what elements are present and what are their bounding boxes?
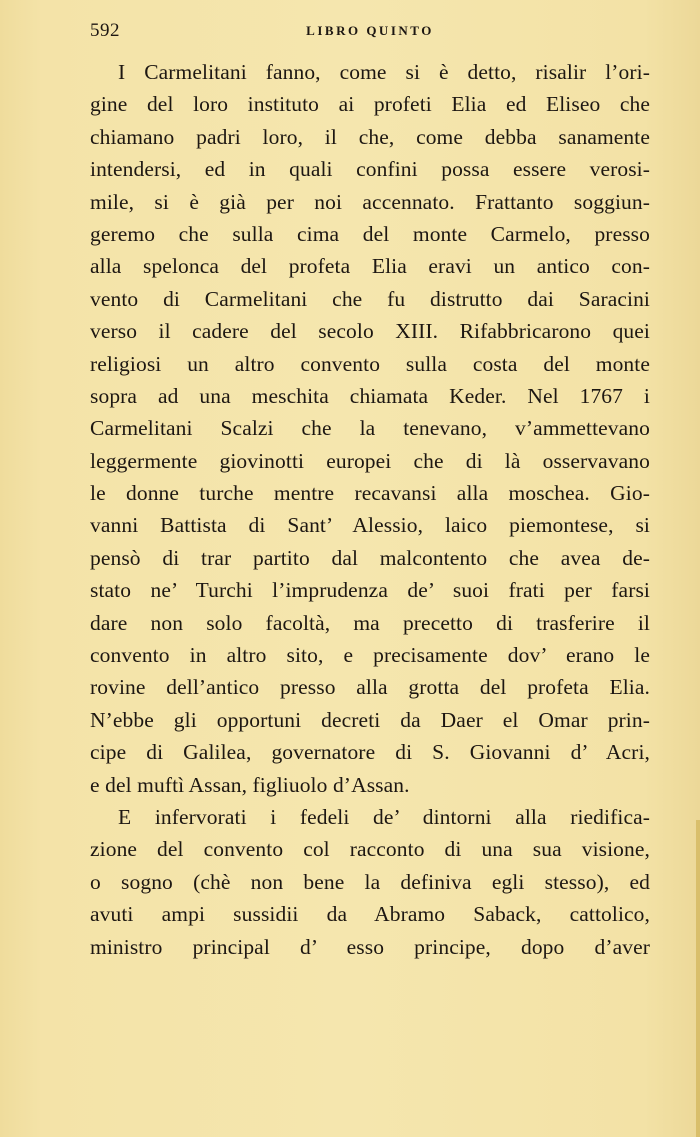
text-line: N’ebbe gli opportuni decreti da Daer el Omar prin- <box>90 707 650 732</box>
text-line: le donne turche mentre recavansi alla moschea. Gio- <box>90 481 650 506</box>
text-line: mile, si è già per noi accennato. Frattanto soggiun- <box>90 189 650 214</box>
text-line: e del muftì Assan, figliuolo d’Assan. <box>90 772 410 797</box>
text-line: gine del loro instituto ai profeti Elia ed Eliseo che <box>90 92 650 117</box>
text-line: geremo che sulla cima del monte Carmelo, presso <box>90 221 650 246</box>
text-line: vanni Battista di Sant’ Alessio, laico piemontese, si <box>90 513 650 538</box>
page-edge-shadow <box>696 820 700 1137</box>
text-line: verso il cadere del secolo XIII. Rifabbricarono quei <box>90 319 650 344</box>
text-line: alla spelonca del profeta Elia eravi un antico con- <box>90 254 650 279</box>
text-line: sopra ad una meschita chiamata Keder. Nel 1767 i <box>90 383 650 408</box>
text-line: o sogno (chè non bene la definiva egli stesso), ed <box>90 869 650 894</box>
text-line: dare non solo facoltà, ma precetto di trasferire il <box>90 610 650 635</box>
text-line: I Carmelitani fanno, come si è detto, risalir l’ori- <box>118 60 650 84</box>
text-line: stato ne’ Turchi l’imprudenza de’ suoi frati per farsi <box>90 578 650 603</box>
text-line: ministro principal d’ esso principe, dopo d’aver <box>90 934 650 959</box>
text-line: intendersi, ed in quali confini possa essere verosi- <box>90 157 650 182</box>
text-line: pensò di trar partito dal malcontento che avea de- <box>90 545 650 570</box>
text-line: rovine dell’antico presso alla grotta del profeta Elia. <box>90 675 650 700</box>
text-line: avuti ampi sussidii da Abramo Saback, cattolico, <box>90 902 650 927</box>
text-line: cipe di Galilea, governatore di S. Giovanni d’ Acri, <box>90 740 650 765</box>
page-header <box>90 20 650 42</box>
body-text <box>90 56 650 963</box>
text-line: convento in altro sito, e precisamente dov’ erano le <box>90 643 650 668</box>
text-line: chiamano padri loro, il che, come debba sanamente <box>90 124 650 149</box>
text-line: leggermente giovinotti europei che di là osservavano <box>90 448 650 473</box>
text-line: religiosi un altro convento sulla costa del monte <box>90 351 650 376</box>
paragraph-1 <box>90 56 650 801</box>
text-line: zione del convento col racconto di una sua visione, <box>90 837 650 862</box>
text-line: Carmelitani Scalzi che la tenevano, v’ammettevano <box>90 416 650 441</box>
running-title: LIBRO QUINTO <box>306 23 434 38</box>
paragraph-2 <box>90 801 650 963</box>
text-line: vento di Carmelitani che fu distrutto dai Saracini <box>90 286 650 311</box>
text-line: E infervorati i fedeli de’ dintorni alla riedifica- <box>118 804 650 829</box>
page-number: 592 <box>90 20 120 41</box>
